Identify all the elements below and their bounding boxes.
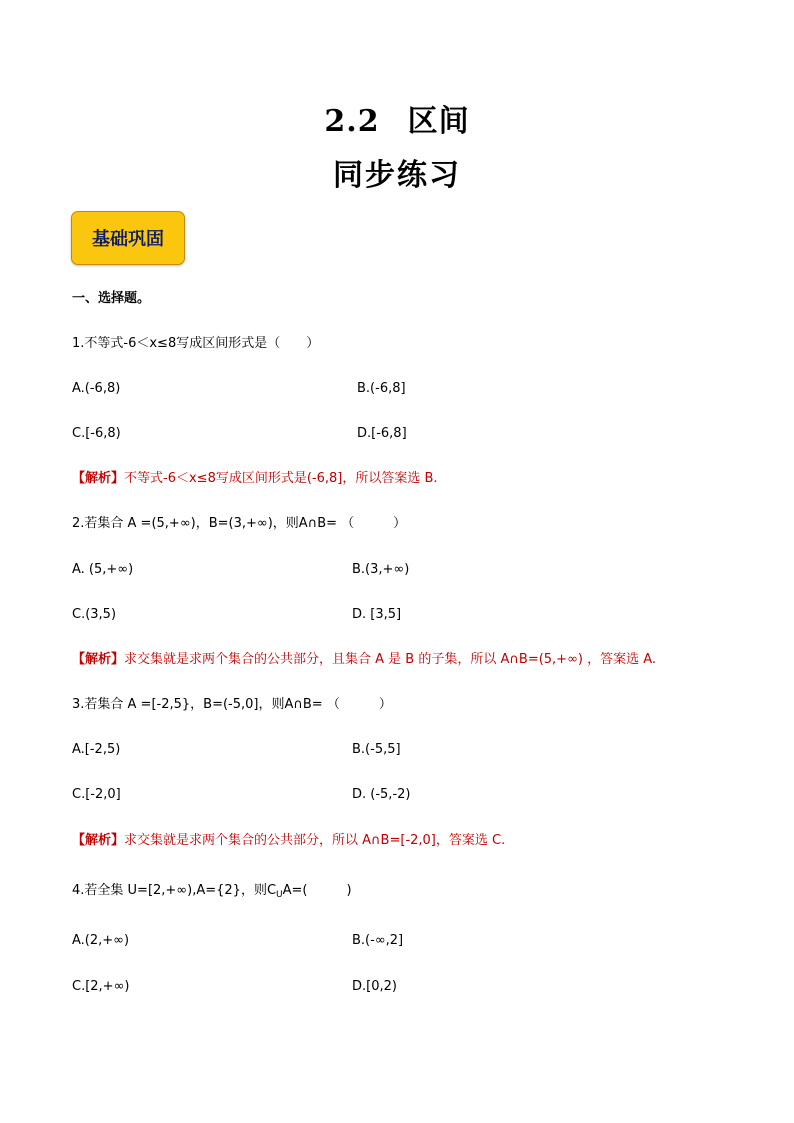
q4-stem-start: 4.若全集 U=[2,+∞),A={2}，则C — [72, 883, 277, 898]
title-number: 2.2 — [324, 104, 380, 139]
title-name: 区间 — [407, 104, 470, 139]
q4-stem-end: A=( ) — [282, 883, 352, 898]
q2-option-b: B.(3,+∞) — [352, 562, 410, 577]
q1-option-d: D.[-6,8] — [357, 426, 407, 441]
section-badge: 基础巩固 — [71, 211, 185, 265]
q2-option-a: A. (5,+∞) — [72, 562, 134, 577]
q3-option-a: A.[-2,5) — [72, 742, 121, 757]
answer-text: 不等式-6＜x≤8写成区间形式是(-6,8]，所以答案选 B. — [124, 471, 438, 486]
section-heading: 一、选择题。 — [72, 291, 151, 306]
q2-answer — [72, 652, 656, 668]
q3-option-c: C.[-2,0] — [72, 787, 121, 802]
answer-text: 求交集就是求两个集合的公共部分，且集合 A 是 B 的子集，所以 A∩B=(5,+∞) ，答案选 A. — [124, 652, 657, 667]
q4-stem-subscript: U — [276, 890, 283, 900]
q4-stem — [72, 883, 352, 903]
q3-answer — [72, 833, 505, 849]
answer-tag: 【解析】 — [72, 652, 125, 667]
q1-option-c: C.[-6,8) — [72, 426, 121, 441]
q3-option-d: D. (-5,-2) — [352, 787, 411, 802]
q1-stem: 1.不等式-6＜x≤8写成区间形式是（ ） — [72, 336, 320, 351]
q3-stem: 3.若集合 A =[-2,5}，B=(-5,0]，则A∩B= （ ） — [72, 697, 392, 712]
q2-option-d: D. [3,5] — [352, 607, 402, 622]
answer-tag: 【解析】 — [72, 471, 125, 486]
q2-option-c: C.(3,5) — [72, 607, 117, 622]
q4-option-b: B.(-∞,2] — [352, 933, 404, 948]
q2-stem: 2.若集合 A =(5,+∞)，B=(3,+∞)，则A∩B= （ ） — [72, 516, 407, 531]
answer-text: 求交集就是求两个集合的公共部分，所以 A∩B=[-2,0]，答案选 C. — [124, 833, 506, 848]
q3-option-b: B.(-5,5] — [352, 742, 401, 757]
q4-option-c: C.[2,+∞) — [72, 979, 130, 994]
page-title — [0, 96, 794, 140]
q4-option-d: D.[0,2) — [352, 979, 397, 994]
q1-option-b: B.(-6,8] — [357, 381, 406, 396]
q1-option-a: A.(-6,8) — [72, 381, 121, 396]
q1-answer — [72, 471, 438, 487]
answer-tag: 【解析】 — [72, 833, 125, 848]
q4-option-a: A.(2,+∞) — [72, 933, 130, 948]
page-subtitle: 同步练习 — [333, 158, 461, 193]
